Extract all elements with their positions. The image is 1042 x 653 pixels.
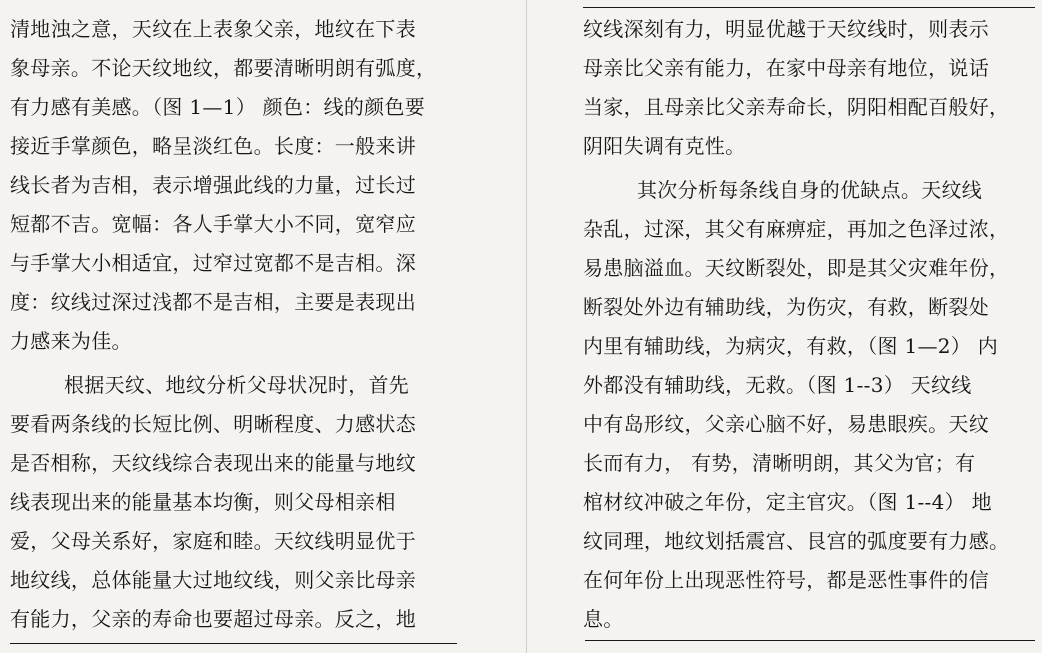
text-line: 棺材纹冲破之年份，定主官灾。（图 1--4） 地 (583, 490, 992, 514)
text-line: 杂乱，过深，其父有麻痹症，再加之色泽过浓， (583, 217, 1010, 241)
text-line: 其次分析每条线自身的优缺点。天纹线 (637, 178, 983, 202)
text-line: 易患脑溢血。天纹断裂处，即是其父灾难年份， (583, 256, 1010, 280)
text-line: 象母亲。不论天纹地纹，都要清晰明朗有弧度， (10, 56, 437, 80)
text-line: 地纹线，总体能量大过地纹线，则父亲比母亲 (10, 568, 416, 592)
text-line: 纹线深刻有力，明显优越于天纹线时，则表示 (583, 17, 989, 41)
text-line: 短都不吉。宽幅：各人手掌大小不同，宽窄应 (10, 212, 416, 236)
text-line: 线表现出来的能量基本均衡，则父母相亲相 (10, 490, 396, 514)
page-gutter (526, 0, 527, 653)
text-line: 在何年份上出现恶性符号，都是恶性事件的信 (583, 568, 989, 592)
text-line: 母亲比父亲有能力，在家中母亲有地位，说话 (583, 56, 989, 80)
text-line: 力感来为佳。 (10, 329, 132, 353)
top-rule (583, 7, 1035, 8)
text-line: 息。 (583, 607, 624, 631)
text-line: 当家，且母亲比父亲寿命长，阴阳相配百般好， (583, 95, 1010, 119)
text-line: 接近手掌颜色，略呈淡红色。长度：一般来讲 (10, 134, 416, 158)
text-line: 与手掌大小相适宜，过窄过宽都不是吉相。深 (10, 251, 416, 275)
text-line: 有力感有美感。（图 1—1） 颜色：线的颜色要 (10, 95, 426, 119)
bottom-rule-right (585, 640, 1035, 641)
text-line: 长而有力， 有势，清晰明朗，其父为官；有 (583, 451, 976, 475)
text-line: 根据天纹、地纹分析父母状况时，首先 (64, 373, 410, 397)
text-line: 清地浊之意，天纹在上表象父亲，地纹在下表 (10, 17, 416, 41)
text-line: 外都没有辅助线，无救。（图 1--3） 天纹线 (583, 373, 972, 397)
text-line: 纹同理，地纹划括震宫、艮宫的弧度要有力感。 (583, 529, 1010, 553)
text-line: 内里有辅助线，为病灾，有救，（图 1—2） 内 (583, 334, 999, 358)
text-line: 是否相称，天纹线综合表现出来的能量与地纹 (10, 451, 416, 475)
text-line: 有能力，父亲的寿命也要超过母亲。反之，地 (10, 607, 416, 631)
text-line: 中有岛形纹，父亲心脑不好，易患眼疾。天纹 (583, 412, 989, 436)
text-line: 爱，父母关系好，家庭和睦。天纹线明显优于 (10, 529, 416, 553)
bottom-rule-left (10, 643, 457, 644)
text-line: 度：纹线过深过浅都不是吉相，主要是表现出 (10, 290, 416, 314)
text-line: 要看两条线的长短比例、明晰程度、力感状态 (10, 412, 416, 436)
text-line: 断裂处外边有辅助线，为伤灾，有救，断裂处 (583, 295, 989, 319)
text-line: 线长者为吉相，表示增强此线的力量，过长过 (10, 173, 416, 197)
text-line: 阴阳失调有克性。 (583, 134, 746, 158)
